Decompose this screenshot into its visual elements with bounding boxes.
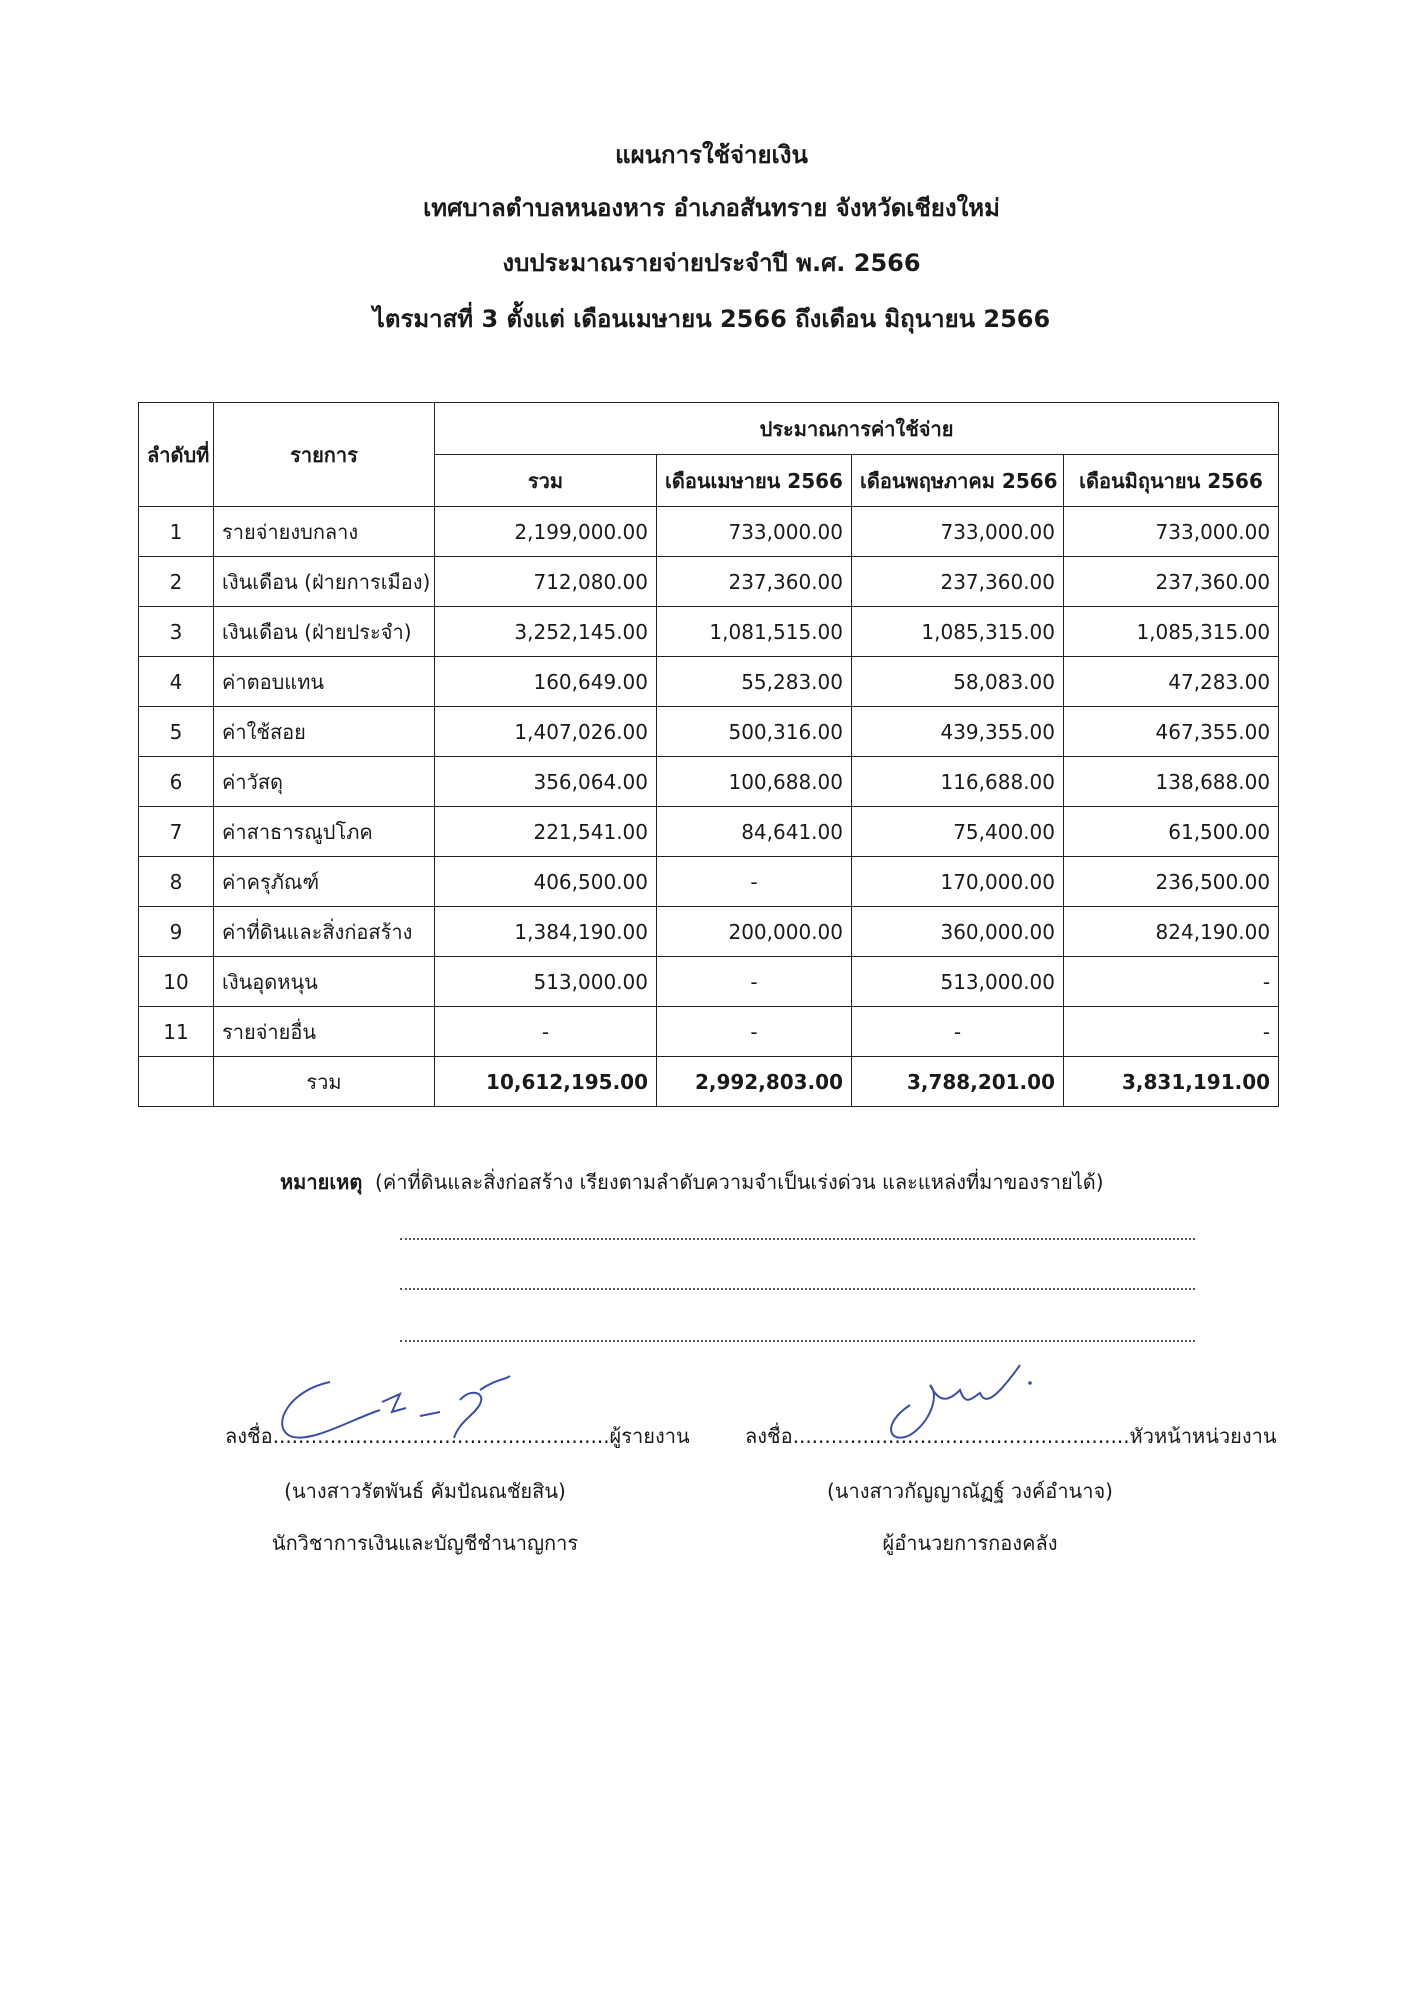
row-april: 100,688.00: [657, 757, 852, 807]
row-item: เงินเดือน (ฝ่ายการเมือง): [214, 557, 435, 607]
row-april: -: [657, 1007, 852, 1057]
row-april: 84,641.00: [657, 807, 852, 857]
header-item: รายการ: [214, 403, 435, 507]
header-april: เดือนเมษายน 2566: [657, 455, 852, 507]
row-seq: 10: [139, 957, 214, 1007]
row-may: 733,000.00: [852, 507, 1064, 557]
dotted-line: [400, 1340, 1195, 1342]
row-june: 467,355.00: [1064, 707, 1279, 757]
table-row: [139, 507, 1279, 557]
row-may: 237,360.00: [852, 557, 1064, 607]
signer-position-right: ผู้อำนวยการกองคลัง: [882, 1531, 1058, 1555]
dotted-line: [400, 1238, 1195, 1240]
row-item: ค่าครุภัณฑ์: [214, 857, 435, 907]
table-row: [139, 657, 1279, 707]
document-title: แผนการใช้จ่ายเงิน: [615, 141, 808, 169]
row-june: 237,360.00: [1064, 557, 1279, 607]
row-seq: 5: [139, 707, 214, 757]
remark: [280, 1166, 1104, 1198]
row-april: 237,360.00: [657, 557, 852, 607]
signature-line-left: ลงชื่อ.....................................................ผู้รายงาน: [225, 1424, 690, 1448]
row-total: -: [435, 1007, 657, 1057]
row-seq: 3: [139, 607, 214, 657]
row-april: -: [657, 857, 852, 907]
row-april: -: [657, 957, 852, 1007]
row-may: 1,085,315.00: [852, 607, 1064, 657]
row-total: 1,407,026.00: [435, 707, 657, 757]
total-seq-cell: [139, 1057, 214, 1107]
row-item: รายจ่ายงบกลาง: [214, 507, 435, 557]
total-june: 3,831,191.00: [1064, 1057, 1279, 1107]
row-may: 439,355.00: [852, 707, 1064, 757]
remark-label: หมายเหตุ: [280, 1170, 363, 1194]
row-seq: 1: [139, 507, 214, 557]
signer-position-left: นักวิชาการเงินและบัญชีชำนาญการ: [271, 1531, 579, 1555]
row-total: 2,199,000.00: [435, 507, 657, 557]
organization-name: เทศบาลตำบลหนองหาร อำเภอสันทราย จังหวัดเชียงใหม่: [423, 194, 1000, 222]
row-item: ค่าวัสดุ: [214, 757, 435, 807]
total-may: 3,788,201.00: [852, 1057, 1064, 1107]
row-item: เงินเดือน (ฝ่ายประจำ): [214, 607, 435, 657]
budget-year: งบประมาณรายจ่ายประจำปี พ.ศ. 2566: [502, 249, 921, 277]
row-april: 200,000.00: [657, 907, 852, 957]
row-june: 824,190.00: [1064, 907, 1279, 957]
row-april: 500,316.00: [657, 707, 852, 757]
row-seq: 2: [139, 557, 214, 607]
row-seq: 6: [139, 757, 214, 807]
row-total: 712,080.00: [435, 557, 657, 607]
row-total: 160,649.00: [435, 657, 657, 707]
row-seq: 7: [139, 807, 214, 857]
row-may: -: [852, 1007, 1064, 1057]
row-april: 55,283.00: [657, 657, 852, 707]
row-item: เงินอุดหนุน: [214, 957, 435, 1007]
header-estimate-group: ประมาณการค่าใช้จ่าย: [435, 403, 1279, 455]
row-june: 236,500.00: [1064, 857, 1279, 907]
header-seq: ลำดับที่: [139, 403, 214, 507]
row-june: 1,085,315.00: [1064, 607, 1279, 657]
dotted-line: [400, 1288, 1195, 1290]
row-may: 75,400.00: [852, 807, 1064, 857]
row-total: 221,541.00: [435, 807, 657, 857]
row-april: 1,081,515.00: [657, 607, 852, 657]
row-item: ค่าตอบแทน: [214, 657, 435, 707]
table-row: [139, 557, 1279, 607]
table-row: [139, 707, 1279, 757]
signer-name-right: (นางสาวกัญญาณัฏฐ์ วงค์อำนาจ): [827, 1479, 1113, 1503]
row-june: 733,000.00: [1064, 507, 1279, 557]
row-may: 58,083.00: [852, 657, 1064, 707]
row-total: 356,064.00: [435, 757, 657, 807]
row-may: 513,000.00: [852, 957, 1064, 1007]
quarter-period: ไตรมาสที่ 3 ตั้งแต่ เดือนเมษายน 2566 ถึงเดือน มิถุนายน 2566: [372, 305, 1051, 333]
row-item: รายจ่ายอื่น: [214, 1007, 435, 1057]
row-may: 170,000.00: [852, 857, 1064, 907]
row-total: 406,500.00: [435, 857, 657, 907]
row-item: ค่าสาธารณูปโภค: [214, 807, 435, 857]
table-row: [139, 1007, 1279, 1057]
row-may: 360,000.00: [852, 907, 1064, 957]
table-row: [139, 757, 1279, 807]
signature-line-right: ลงชื่อ.....................................................หัวหน้าหน่วยงาน: [745, 1424, 1277, 1448]
table-row: [139, 857, 1279, 907]
header-total: รวม: [435, 455, 657, 507]
table-row: [139, 607, 1279, 657]
row-may: 116,688.00: [852, 757, 1064, 807]
row-seq: 8: [139, 857, 214, 907]
row-june: -: [1064, 1007, 1279, 1057]
header-may: เดือนพฤษภาคม 2566: [852, 455, 1064, 507]
row-item: ค่าใช้สอย: [214, 707, 435, 757]
row-total: 513,000.00: [435, 957, 657, 1007]
row-seq: 9: [139, 907, 214, 957]
row-june: -: [1064, 957, 1279, 1007]
signer-name-left: (นางสาวรัตพันธ์ คัมปัณณชัยสิน): [284, 1479, 566, 1503]
row-seq: 11: [139, 1007, 214, 1057]
row-total: 1,384,190.00: [435, 907, 657, 957]
row-june: 138,688.00: [1064, 757, 1279, 807]
row-april: 733,000.00: [657, 507, 852, 557]
row-item: ค่าที่ดินและสิ่งก่อสร้าง: [214, 907, 435, 957]
row-seq: 4: [139, 657, 214, 707]
table-row: [139, 957, 1279, 1007]
total-sum: 10,612,195.00: [435, 1057, 657, 1107]
row-total: 3,252,145.00: [435, 607, 657, 657]
header-june: เดือนมิถุนายน 2566: [1064, 455, 1279, 507]
row-june: 47,283.00: [1064, 657, 1279, 707]
remark-text: (ค่าที่ดินและสิ่งก่อสร้าง เรียงตามลำดับความจำเป็นเร่งด่วน และแหล่งที่มาของรายได้): [375, 1170, 1104, 1194]
total-row: [139, 1057, 1279, 1107]
total-april: 2,992,803.00: [657, 1057, 852, 1107]
row-june: 61,500.00: [1064, 807, 1279, 857]
table-row: [139, 807, 1279, 857]
table-row: [139, 907, 1279, 957]
total-label: รวม: [214, 1057, 435, 1107]
budget-table: [138, 402, 1279, 1107]
